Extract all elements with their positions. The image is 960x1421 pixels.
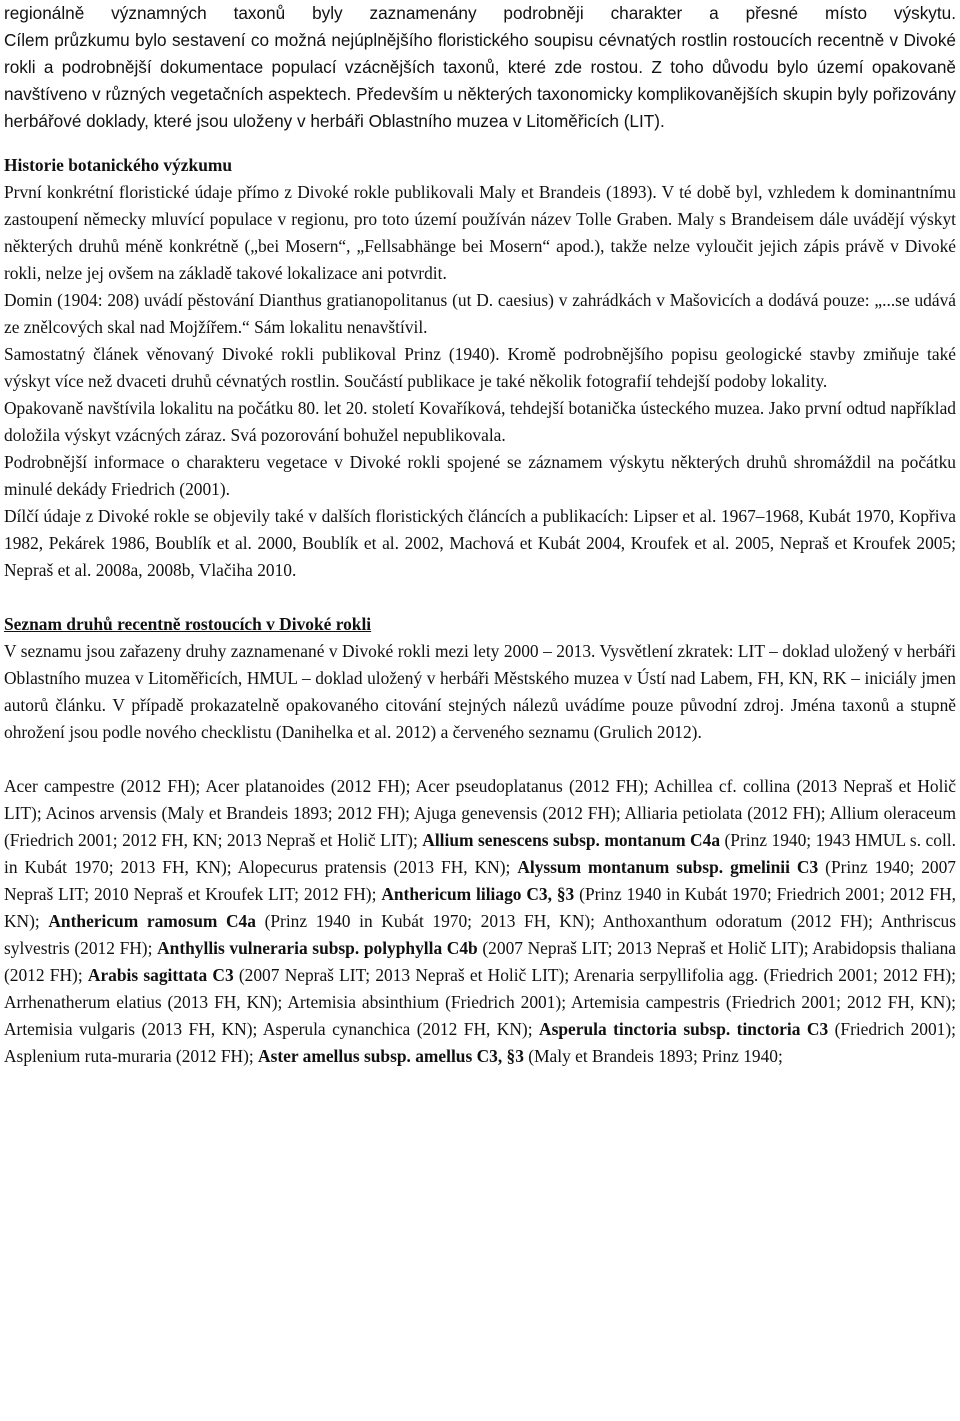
taxon-bold: Allium senescens subsp. montanum C4a — [422, 830, 721, 850]
spacer — [4, 746, 956, 773]
taxon-bold: Arabis sagittata C3 — [87, 965, 234, 985]
species-intro: V seznamu jsou zařazeny druhy zaznamenané v Divoké rokli mezi lety 2000 – 2013. Vysvětlení zkratek: LIT – doklad uložený v herbáři Oblastního muzea v Litoměřicích, HMUL – doklad uložený v herbáři Městského muzea v Ústí nad Labem, FH, KN, RK – iniciály jmen autorů článku. V případě prokazatelně opakovaného citování stejných nálezů uvádíme pouze původní zdroj. Jména taxonů a stupně ohrožení jsou podle nového checklistu (Danihelka et al. 2012) a červeného seznamu (Grulich 2012). — [4, 641, 956, 742]
taxon-bold: Anthericum ramosum C4a — [48, 911, 256, 931]
species-heading: Seznam druhů recentně rostoucích v Divoké rokli — [4, 614, 372, 634]
intro-line-1: regionálně významných taxonů byly zaznamenány podrobněji charakter a přesné místo výskytu. — [4, 3, 956, 23]
species-text: (Prinz 1940; 2007 Nepraš LIT; 2010 Nepraš et Kroufek LIT; 2012 FH); — [4, 857, 957, 904]
taxon-bold: Asperula tinctoria subsp. tinctoria C3 — [539, 1019, 829, 1039]
species-text: Acer campestre (2012 FH); Acer platanoides (2012 FH); Acer pseudoplatanus (2012 FH); Achillea cf. collina (2013 Nepraš et Holič LIT); Acinos arvensis (Maly et Brandeis 1893; 2012 FH); Ajuga genevensis (2012 FH); Alliaria petiolata (2012 FH); Allium oleraceum (Friedrich 2001; 2012 FH, KN; 2013 Nepraš et Holič LIT); — [4, 776, 956, 850]
species-list — [4, 773, 956, 1070]
species-text: (Maly et Brandeis 1893; Prinz 1940; — [523, 1046, 783, 1066]
history-paragraph-5: Podrobnější informace o charakteru vegetace v Divoké rokli spojené se záznamem výskytu některých druhů shromáždil na počátku minulé dekády Friedrich (2001). — [4, 452, 956, 499]
history-paragraph-1: První konkrétní floristické údaje přímo z Divoké rokle publikovali Maly et Brandeis (1893). V té době byl, vzhledem k dominantnímu zastoupení německy mluvící populace v regionu, pro toto území používán název Tolle Graben. Maly s Brandeisem dále uvádějí výskyt některých druhů méně konkrétně („bei Mosern“, „Fellsabhänge bei Mosern“ apod.), takže nelze vyloučit jejich zápis právě v Divoké rokli, nelze jej ovšem na základě takové lokalizace ani potvrdit. — [4, 182, 956, 283]
taxon-bold: Aster amellus subsp. amellus C3, §3 — [258, 1046, 524, 1066]
history-heading: Historie botanického výzkumu — [4, 155, 233, 175]
history-paragraph-2: Domin (1904: 208) uvádí pěstování Dianthus gratianopolitanus (ut D. caesius) v zahrádkách v Mašovicích a dodává pouze: „...se udává ze znělcových skal nad Mojžířem.“ Sám lokalitu nenavštívil. — [4, 290, 956, 337]
intro-paragraph-2: Cílem průzkumu bylo sestavení co možná nejúplnějšího floristického soupisu cévnatých rostlin rostoucích recentně v Divoké rokli a podrobnější dokumentace populací vzácnějších taxonů, které zde rostou. Z toho důvodu bylo území opakovaně navštíveno v různých vegetačních aspektech. Především u některých taxonomicky komplikovanějších skupin byly pořizovány herbářové doklady, které jsou uloženy v herbáři Oblastního muzea v Litoměřicích (LIT). — [4, 30, 956, 131]
species-text: (Prinz 1940; 1943 HMUL s. coll. in Kubát 1970; 2013 FH, KN); Alopecurus pratensis (2013 FH, KN); — [4, 830, 956, 877]
history-paragraph-6: Dílčí údaje z Divoké rokle se objevily také v dalších floristických článcích a publikacích: Lipser et al. 1967–1968, Kubát 1970, Kopřiva 1982, Pekárek 1986, Boublík et al. 2000, Boublík et al. 2002, Machová et Kubát 2004, Kroufek et al. 2005, Nepraš et Kroufek 2005; Nepraš et al. 2008a, 2008b, Vlačiha 2010. — [4, 506, 956, 580]
history-paragraph-3: Samostatný článek věnovaný Divoké rokli publikoval Prinz (1940). Kromě podrobnějšího popisu geologické stavby zmiňuje také výskyt více než dvaceti druhů cévnatých rostlin. Součástí publikace je také několik fotografií tehdejší podoby lokality. — [4, 344, 956, 391]
taxon-bold: Alyssum montanum subsp. gmelinii C3 — [517, 857, 819, 877]
species-text: (Prinz 1940 in Kubát 1970; 2013 FH, KN); Anthoxanthum odoratum (2012 FH); Anthriscus sylvestris (2012 FH); — [4, 911, 956, 958]
taxon-bold: Anthericum liliago C3, §3 — [381, 884, 575, 904]
species-text: (2007 Nepraš LIT; 2013 Nepraš et Holič LIT); Arenaria serpyllifolia agg. (Friedrich 2001; 2012 FH); Arrhenatherum elatius (2013 FH, KN); Artemisia absinthium (Friedrich 2001); Artemisia campestris (Friedrich 2001; 2012 FH, KN); Artemisia vulgaris (2013 FH, KN); Asperula cynanchica (2012 FH, KN); — [4, 965, 956, 1039]
species-text: (2007 Nepraš LIT; 2013 Nepraš et Holič LIT); Arabidopsis thaliana (2012 FH); — [4, 938, 957, 985]
species-text: (Prinz 1940 in Kubát 1970; Friedrich 2001; 2012 FH, KN); — [4, 884, 956, 931]
species-text: (Friedrich 2001); Asplenium ruta-muraria (2012 FH); — [4, 1019, 957, 1066]
history-paragraph-4: Opakovaně navštívila lokalitu na počátku 80. let 20. století Kovaříková, tehdejší botanička ústeckého muzea. Jako první odtud například doložila výskyt vzácných záraz. Svá pozorování bohužel nepublikovala. — [4, 398, 956, 445]
taxon-bold: Anthyllis vulneraria subsp. polyphylla C4b — [157, 938, 478, 958]
